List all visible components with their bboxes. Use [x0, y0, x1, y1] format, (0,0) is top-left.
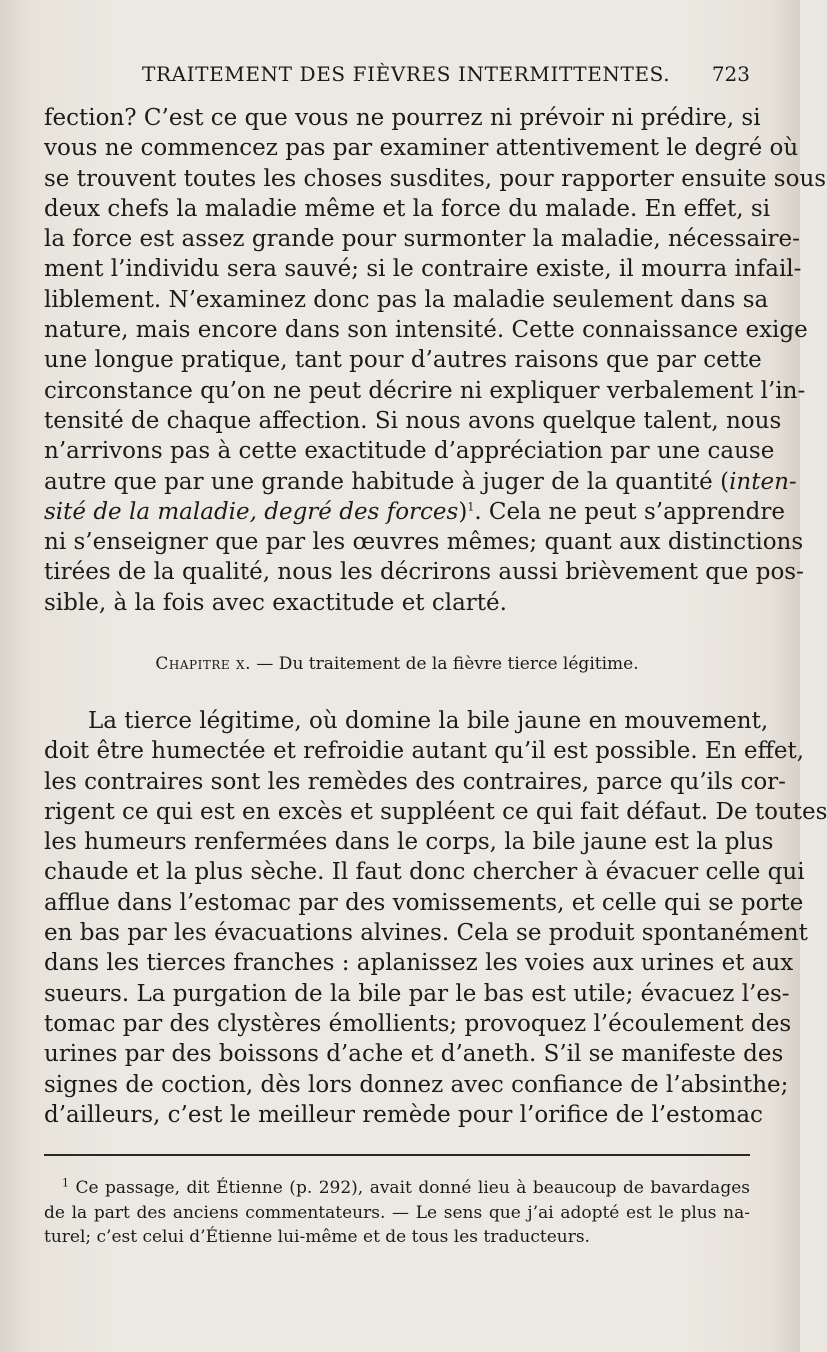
text-line: tirées de la qualité, nous les décrirons aussi brièvement que pos-	[44, 559, 804, 586]
text-line: deux chefs la maladie même et la force du malade. En effet, si	[44, 195, 771, 222]
text-line: les contraires sont les remèdes des contraires, parce qu’ils cor-	[44, 768, 786, 795]
paragraph-continued	[44, 103, 827, 618]
page-number: 723	[711, 62, 750, 86]
text-line: ni s’enseigner que par les œuvres mêmes; quant aux distinctions	[44, 529, 804, 556]
text-line: d’ailleurs, c’est le meilleur remède pour l’orifice de l’estomac	[44, 1101, 763, 1128]
text-line: se trouvent toutes les choses susdites, pour rapporter ensuite sous	[44, 165, 827, 192]
text-line: la force est assez grande pour surmonter la maladie, nécessaire-	[44, 226, 800, 253]
text-line	[44, 497, 785, 527]
footnote-text: Ce passage, dit Étienne (p. 292), avait donné lieu à beaucoup de bavardages	[69, 1178, 750, 1198]
footnote-line: turel; c’est celui d’Étienne lui-même et de tous les traducteurs.	[44, 1227, 590, 1247]
text-line: urines par des boissons d’ache et d’aneth. S’il se manifeste des	[44, 1041, 784, 1068]
footnote-line	[44, 1176, 750, 1201]
text-line: sueurs. La purgation de la bile par le bas est utile; évacuez l’es-	[44, 980, 790, 1007]
text-line: dans les tierces franches : aplanissez les voies aux urines et aux	[44, 950, 794, 977]
text-line: vous ne commencez pas par examiner attentivement le degré où	[44, 135, 799, 162]
text-line: doit être humectée et refroidie autant qu’il est possible. En effet,	[44, 738, 804, 765]
footnote-divider	[44, 1154, 750, 1156]
footnote-line: de la part des anciens commentateurs. — Le sens que j’ai adopté est le plus na-	[44, 1202, 750, 1223]
text-line: signes de coction, dès lors donnez avec confiance de l’absinthe;	[44, 1071, 789, 1098]
text-line: rigent ce qui est en excès et suppléent ce qui fait défaut. De toutes	[44, 798, 827, 825]
chapter-label: Chapitre x.	[155, 654, 251, 674]
text-line: La tierce légitime, où domine la bile jaune en mouvement,	[88, 708, 769, 734]
text-line: sible, à la fois avec exactitude et clarté.	[44, 589, 507, 616]
text-line: tomac par des clystères émollients; provoquez l’écoulement des	[44, 1010, 792, 1037]
italic-text: inten-	[729, 468, 797, 495]
text-line	[44, 467, 797, 497]
text-line: chaude et la plus sèche. Il faut donc chercher à évacuer celle qui	[44, 859, 805, 886]
text-line: les humeurs renfermées dans le corps, la bile jaune est la plus	[44, 829, 774, 856]
text-line: ment l’individu sera sauvé; si le contraire existe, il mourra infail-	[44, 256, 802, 283]
text-line: tensité de chaque affection. Si nous avons quelque talent, nous	[44, 407, 782, 434]
chapter-heading	[44, 654, 750, 674]
text-line: nature, mais encore dans son intensité. Cette connaissance exige	[44, 317, 808, 344]
text-line: en bas par les évacuations alvines. Cela se produit spontanément	[44, 920, 808, 947]
text-line: circonstance qu’on ne peut décrire ni expliquer verbalement l’in-	[44, 377, 806, 404]
text-line: n’arrivons pas à cette exactitude d’appréciation par une cause	[44, 438, 775, 465]
text-line: fection? C’est ce que vous ne pourrez ni prévoir ni prédire, si	[44, 105, 761, 131]
running-title: TRAITEMENT DES FIÈVRES INTERMITTENTES.	[142, 62, 671, 86]
footnote	[44, 1176, 750, 1250]
text-line: une longue pratique, tant pour d’autres raisons que par cette	[44, 347, 762, 374]
text-run: autre que par une grande habitude à juger de la quantité (	[44, 468, 730, 495]
footnote-marker: 1	[62, 1176, 69, 1190]
text-line: liblement. N’examinez donc pas la maladie seulement dans sa	[44, 286, 769, 313]
footnote-reference[interactable]: 1	[467, 500, 475, 514]
chapter-paragraph	[44, 706, 827, 1130]
italic-text: sité de la maladie, degré des forces	[44, 498, 459, 525]
text-run: . Cela ne peut s’apprendre	[474, 498, 785, 525]
text-run: )	[458, 498, 468, 525]
page-header	[44, 62, 750, 94]
text-line: afflue dans l’estomac par des vomissements, et celle qui se porte	[44, 889, 804, 916]
chapter-title: — Du traitement de la fièvre tierce légitime.	[251, 654, 639, 674]
